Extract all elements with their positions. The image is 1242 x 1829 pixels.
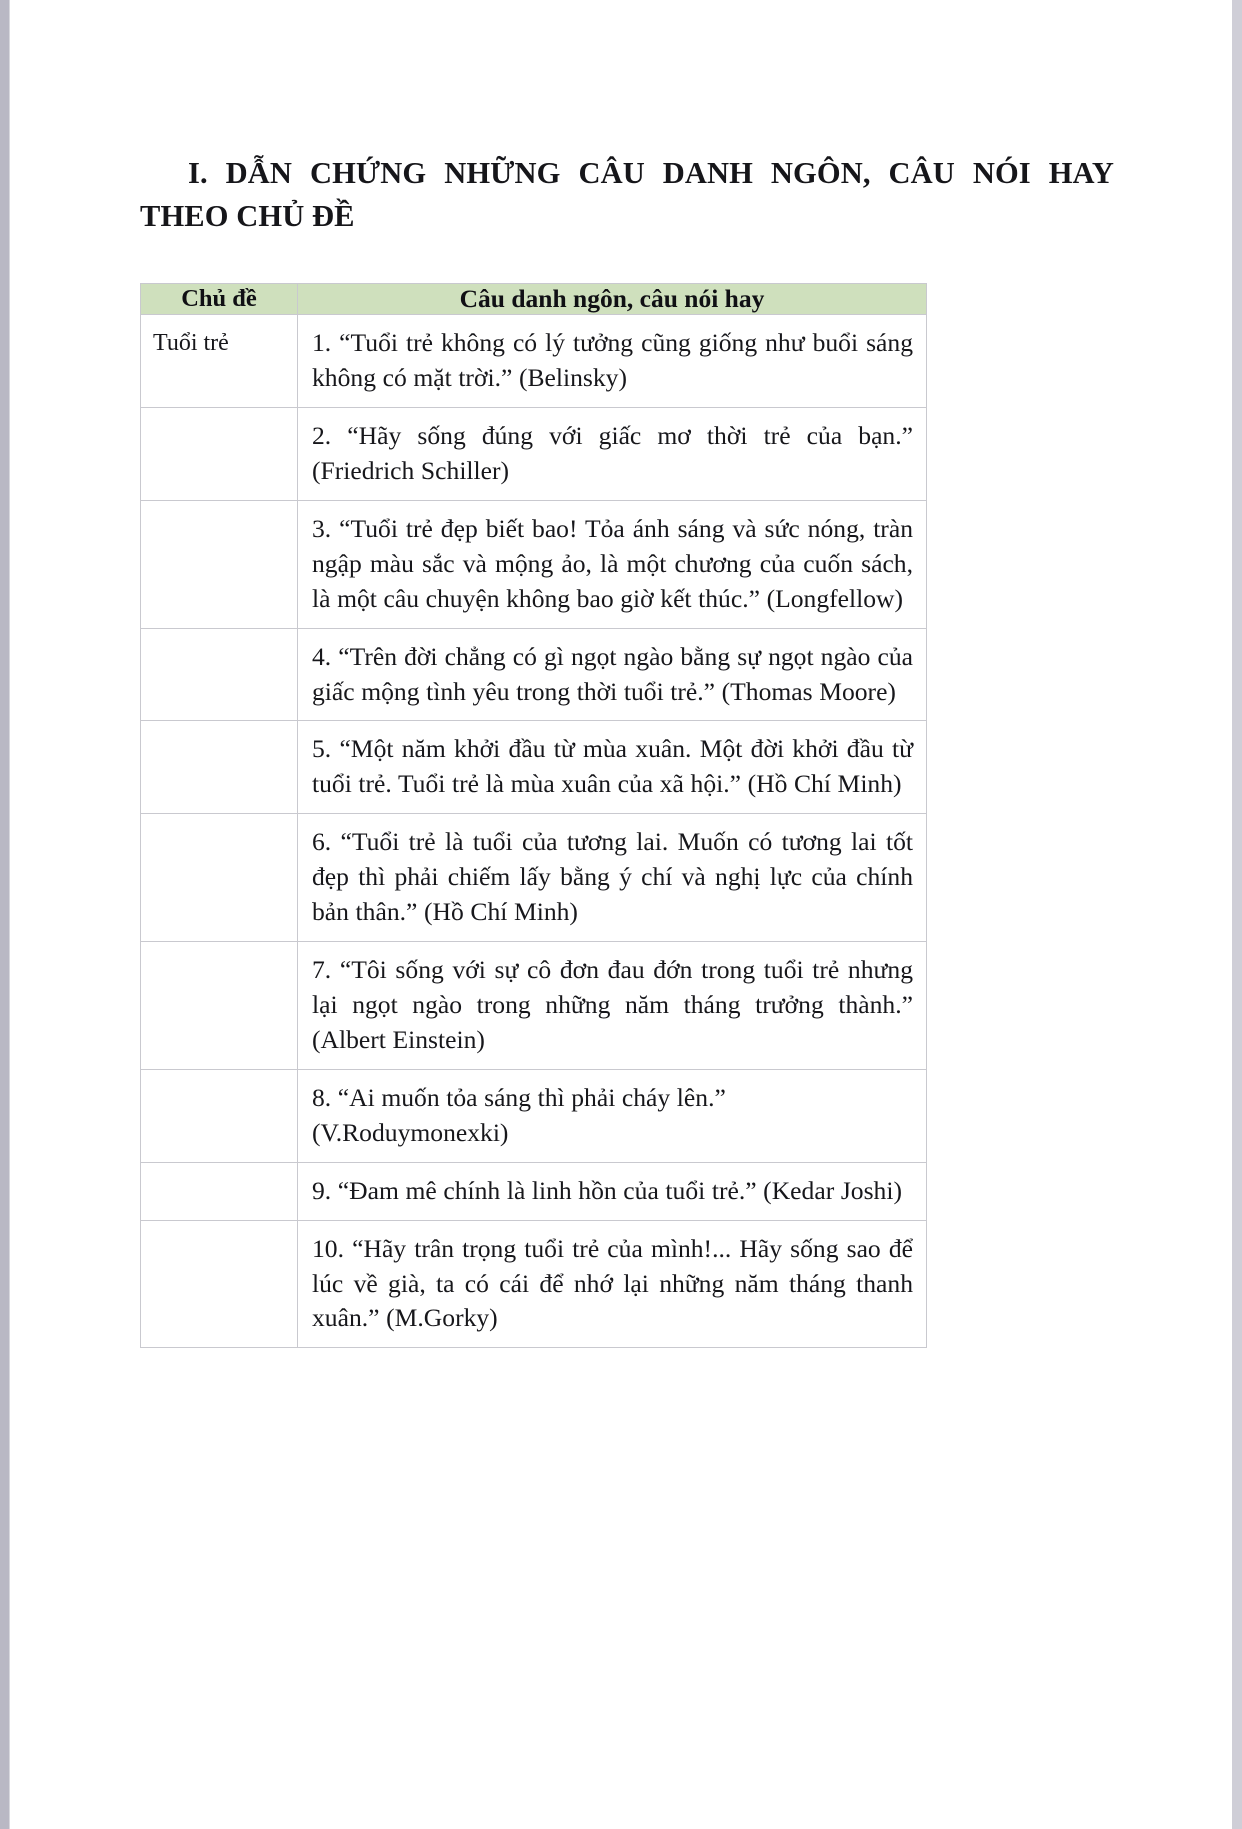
table-header-row [141,283,927,315]
topic-cell [141,814,298,942]
scan-right-margin [1232,0,1242,1829]
quote-cell: 10. “Hãy trân trọng tuổi trẻ của mình!... Hãy sống sao để lúc về già, ta có cái để nhớ lại những năm tháng thanh xuân.” (M.Gorky) [298,1220,927,1348]
column-header-topic: Chủ đề [141,283,298,315]
table-row [141,408,927,501]
topic-cell [141,500,298,628]
quote-cell: 6. “Tuổi trẻ là tuổi của tương lai. Muốn có tương lai tốt đẹp thì phải chiếm lấy bằng ý chí và nghị lực của chính bản thân.” (Hồ Chí Minh) [298,814,927,942]
table-row [141,814,927,942]
table-row [141,1162,927,1220]
topic-cell [141,1162,298,1220]
topic-cell [141,408,298,501]
quote-cell: 2. “Hãy sống đúng với giấc mơ thời trẻ của bạn.” (Friedrich Schiller) [298,408,927,501]
topic-cell [141,1069,298,1162]
topic-cell [141,628,298,721]
page-content [10,0,1232,1829]
topic-cell [141,1220,298,1348]
table-row [141,500,927,628]
quote-cell: 7. “Tôi sống với sự cô đơn đau đớn trong tuổi trẻ nhưng lại ngọt ngào trong những năm tháng trưởng thành.” (Albert Einstein) [298,942,927,1070]
topic-cell [141,942,298,1070]
table-row [141,942,927,1070]
table-header [141,283,927,315]
quote-cell: 5. “Một năm khởi đầu từ mùa xuân. Một đời khởi đầu từ tuổi trẻ. Tuổi trẻ là mùa xuân của xã hội.” (Hồ Chí Minh) [298,721,927,814]
quotes-table [140,283,927,1349]
quote-cell: 9. “Đam mê chính là linh hồn của tuổi trẻ.” (Kedar Joshi) [298,1162,927,1220]
page-title [140,0,1114,239]
quote-cell: 3. “Tuổi trẻ đẹp biết bao! Tỏa ánh sáng và sức nóng, tràn ngập màu sắc và mộng ảo, là một chương của cuốn sách, là một câu chuyện không bao giờ kết thúc.” (Longfellow) [298,500,927,628]
document-page [10,0,1232,1829]
table-row [141,315,927,408]
table-row [141,1220,927,1348]
topic-cell [141,721,298,814]
quote-cell: 8. “Ai muốn tỏa sáng thì phải cháy lên.” (V.Roduymonexki) [298,1069,927,1162]
scan-left-margin [0,0,10,1829]
topic-cell: Tuổi trẻ [141,315,298,408]
table-row [141,628,927,721]
table-body [141,315,927,1348]
quote-cell: 4. “Trên đời chẳng có gì ngọt ngào bằng sự ngọt ngào của giấc mộng tình yêu trong thời tuổi trẻ.” (Thomas Moore) [298,628,927,721]
column-header-quote: Câu danh ngôn, câu nói hay [298,283,927,315]
table-row [141,721,927,814]
quote-cell: 1. “Tuổi trẻ không có lý tưởng cũng giống như buổi sáng không có mặt trời.” (Belinsky) [298,315,927,408]
table-row [141,1069,927,1162]
page-title-text: I. DẪN CHỨNG NHỮNG CÂU DANH NGÔN, CÂU NÓI HAY THEO CHỦ ĐỀ [140,156,1114,234]
